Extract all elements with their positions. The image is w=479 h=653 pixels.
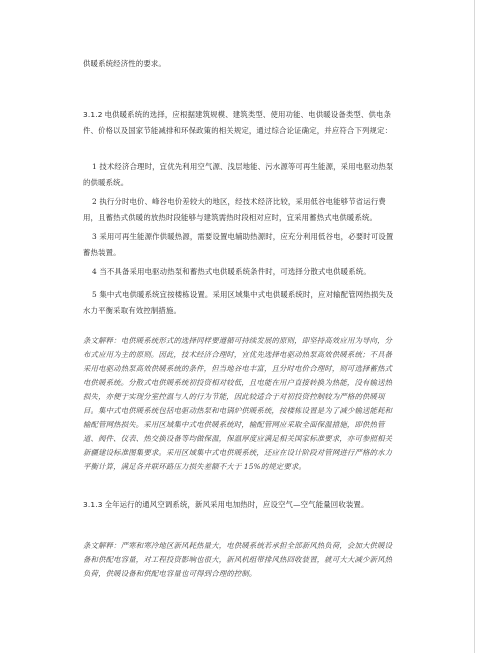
- clause-3-1-2-commentary: [83, 334, 399, 474]
- clause-3-1-2-item-1: [83, 159, 399, 191]
- clause-3-1-2: [83, 107, 399, 139]
- item-1-text: 1 技术经济合理时，宜优先利用空气源、浅层地能、污水源等可再生能源，采用电驱动热泵的供暖系统。: [83, 162, 394, 187]
- intro-fragment: [83, 56, 399, 72]
- clause-3-1-2-item-2: [83, 194, 399, 226]
- clause-3-1-2-item-3: [83, 229, 399, 261]
- commentary-label: 条文解释：: [83, 336, 121, 345]
- item-5-text: 5 集中式电供暖系统宜按楼栋设置。采用区域集中式电供暖系统时，应对输配管网热损失及水力平衡采取有效控制措施。: [83, 290, 394, 315]
- clause-3-1-2-text: 电供暖系统的选择，应根据建筑规模、建筑类型、使用功能、电供暖设备类型、供电条件、价格以及国家节能减排和环保政策的相关规定，通过综合论证确定，并应符合下列规定：: [83, 110, 393, 135]
- clause-3-1-3: [83, 497, 399, 513]
- clause-3-1-3-text: 全年运行的通风空调系统，新风采用电加热时，应设空气—空气能量回收装置。: [104, 500, 369, 509]
- clause-3-1-3-number: 3.1.3: [83, 500, 103, 509]
- clause-3-1-2-item-5: [83, 287, 399, 319]
- item-4-text: 4 当不具备采用电驱动热泵和蓄热式电供暖系统条件时，可选择分散式电供暖系统。: [92, 267, 371, 276]
- clause-3-1-2-number: 3.1.2: [83, 110, 103, 119]
- item-3-text: 3 采用可再生能源作供暖热源，需要设置电辅助热源时，应充分利用低谷电，必要时可设置蓄热装置。: [83, 232, 394, 257]
- commentary-text: 严寒和寒冷地区新风耗热量大，电供暖系统若承担全部新风热负荷，会加大供暖设备和供配电容量，对工程投资影响也很大，新风机组带排风热回收装置，就可大大减少新风热负荷，供暖设备和供配电容量也可得到合理的控制。: [83, 541, 393, 578]
- clause-3-1-2-item-4: [83, 264, 399, 280]
- commentary-label: 条文解释：: [83, 541, 121, 550]
- intro-fragment-text: 供暖系统经济性的要求。: [83, 59, 166, 68]
- commentary-text: 电供暖系统形式的选择同样要遵循可持续发展的原则，即坚持高效应用为导向，分布式应用为主的原则。因此，技术经济合理时，宜优先选择电驱动热泵高效供暖系统；不具备采用电驱动热泵高效供暖系统的条件，但当地谷电丰富，且分时电价合理时，则可选择蓄热式电供暖系统。分散式电供暖系统初投资相对较低，且电能在用户直接转换为热能，没有输送热损失，亦便于实现分室控温与人的行为节能，因此较适合于对初投资控制较为严格的供暖项目。集中式电供暖系统包括电驱动热泵和电锅炉供暖系统，按楼栋设置是为了减少输送能耗和输配管网热损失。采用区域集中式电供暖系统时，输配管网应采取全面保温措施，即供热管道、阀件、仪表、热交换设备等均做保温，保温厚度应满足相关国家标准要求，亦可参照相关新疆建设标准图集要求。采用区域集中式电供暖系统，还应在设计阶段对管网进行严格的水力平衡计算，满足各并联环路压力损失差额不大于 15%的规定要求。: [83, 336, 393, 471]
- item-2-text: 2 执行分时电价、峰谷电价差较大的地区，经技术经济比较，采用低谷电能够节省运行费用，且蓄热式供暖的放热时段能够与建筑需热时段相对应时，宜采用蓄热式电供暖系统。: [83, 197, 386, 222]
- clause-3-1-3-commentary: [83, 539, 399, 581]
